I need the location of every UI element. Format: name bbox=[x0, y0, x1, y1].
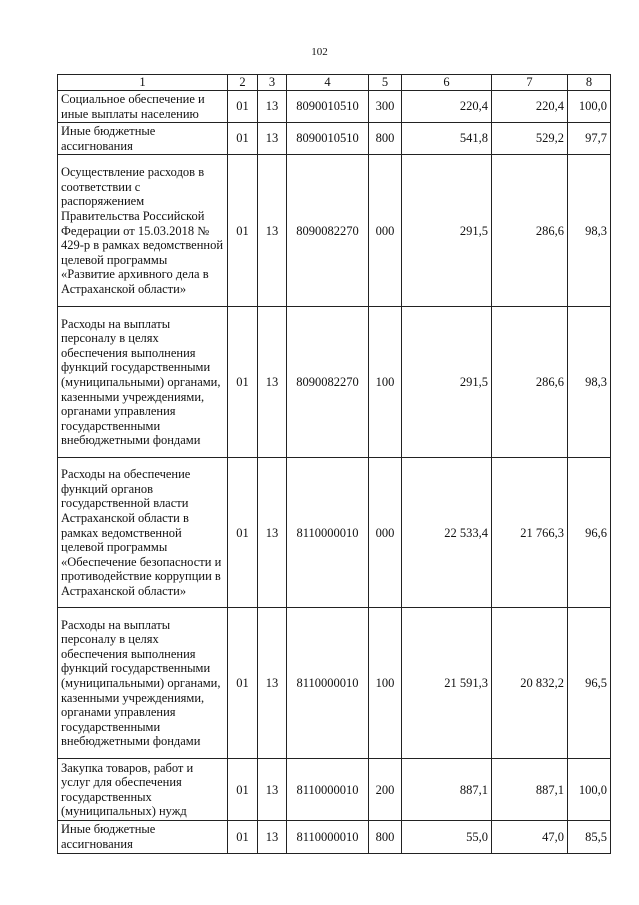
cell-subsection: 13 bbox=[258, 759, 287, 821]
cell-value-6: 21 591,3 bbox=[402, 608, 492, 759]
cell-expense-type: 000 bbox=[369, 155, 402, 307]
cell-target-article: 8110000010 bbox=[287, 608, 369, 759]
cell-expense-type: 300 bbox=[369, 91, 402, 123]
cell-value-6: 291,5 bbox=[402, 307, 492, 458]
cell-value-6: 291,5 bbox=[402, 155, 492, 307]
cell-subsection: 13 bbox=[258, 608, 287, 759]
cell-section: 01 bbox=[228, 91, 258, 123]
cell-section: 01 bbox=[228, 458, 258, 608]
cell-expense-type: 800 bbox=[369, 821, 402, 853]
cell-expense-type: 800 bbox=[369, 123, 402, 155]
cell-expense-type: 200 bbox=[369, 759, 402, 821]
cell-value-8: 100,0 bbox=[568, 759, 611, 821]
cell-value-7: 286,6 bbox=[492, 307, 568, 458]
table-row bbox=[58, 608, 611, 759]
page-number: 102 bbox=[311, 46, 328, 58]
cell-target-article: 8110000010 bbox=[287, 759, 369, 821]
cell-expense-type: 100 bbox=[369, 307, 402, 458]
cell-value-8: 98,3 bbox=[568, 307, 611, 458]
cell-value-6: 541,8 bbox=[402, 123, 492, 155]
row-name: Закупка товаров, работ и услуг для обеспечения государственных (муниципальных) нужд bbox=[58, 759, 228, 821]
cell-target-article: 8090010510 bbox=[287, 91, 369, 123]
column-header: 8 bbox=[568, 75, 611, 91]
cell-value-8: 98,3 bbox=[568, 155, 611, 307]
cell-section: 01 bbox=[228, 608, 258, 759]
cell-value-6: 22 533,4 bbox=[402, 458, 492, 608]
cell-value-8: 97,7 bbox=[568, 123, 611, 155]
cell-target-article: 8110000010 bbox=[287, 458, 369, 608]
cell-target-article: 8090082270 bbox=[287, 155, 369, 307]
cell-value-8: 85,5 bbox=[568, 821, 611, 853]
table-row bbox=[58, 155, 611, 307]
table-row bbox=[58, 458, 611, 608]
column-header: 6 bbox=[402, 75, 492, 91]
cell-subsection: 13 bbox=[258, 307, 287, 458]
table-row bbox=[58, 91, 611, 123]
budget-table bbox=[57, 74, 611, 854]
cell-value-7: 529,2 bbox=[492, 123, 568, 155]
row-name: Расходы на выплаты персоналу в целях обеспечения выполнения функций государственными (муниципальными) органами, казенными учреждениями, органами управления государственными внебюджетными фондами bbox=[58, 307, 228, 458]
cell-target-article: 8090010510 bbox=[287, 123, 369, 155]
table-row bbox=[58, 123, 611, 155]
cell-target-article: 8090082270 bbox=[287, 307, 369, 458]
cell-value-6: 887,1 bbox=[402, 759, 492, 821]
cell-value-7: 887,1 bbox=[492, 759, 568, 821]
table-row bbox=[58, 821, 611, 853]
cell-value-7: 21 766,3 bbox=[492, 458, 568, 608]
column-header: 3 bbox=[258, 75, 287, 91]
cell-value-8: 100,0 bbox=[568, 91, 611, 123]
cell-value-7: 220,4 bbox=[492, 91, 568, 123]
table-row bbox=[58, 307, 611, 458]
cell-value-7: 20 832,2 bbox=[492, 608, 568, 759]
row-name: Иные бюджетные ассигнования bbox=[58, 123, 228, 155]
cell-value-8: 96,6 bbox=[568, 458, 611, 608]
column-header: 7 bbox=[492, 75, 568, 91]
column-header: 1 bbox=[58, 75, 228, 91]
cell-section: 01 bbox=[228, 307, 258, 458]
cell-section: 01 bbox=[228, 821, 258, 853]
cell-section: 01 bbox=[228, 123, 258, 155]
cell-subsection: 13 bbox=[258, 123, 287, 155]
cell-subsection: 13 bbox=[258, 458, 287, 608]
column-header: 4 bbox=[287, 75, 369, 91]
row-name: Расходы на обеспечение функций органов государственной власти Астраханской области в рамках ведомственной целевой программы «Обеспечение безопасности и противодействие коррупции в Астраханской области» bbox=[58, 458, 228, 608]
row-name: Осуществление расходов в соответствии с распоряжением Правительства Российской Федерации от 15.03.2018 № 429-р в рамках ведомственной целевой программы «Развитие архивного дела в Астраханской области» bbox=[58, 155, 228, 307]
cell-value-6: 55,0 bbox=[402, 821, 492, 853]
cell-value-8: 96,5 bbox=[568, 608, 611, 759]
column-header: 2 bbox=[228, 75, 258, 91]
table-row bbox=[58, 759, 611, 821]
cell-subsection: 13 bbox=[258, 155, 287, 307]
row-name: Расходы на выплаты персоналу в целях обеспечения выполнения функций государственными (муниципальными) органами, казенными учреждениями, органами управления государственными внебюджетными фондами bbox=[58, 608, 228, 759]
cell-subsection: 13 bbox=[258, 821, 287, 853]
table-header-row bbox=[58, 75, 611, 91]
cell-section: 01 bbox=[228, 759, 258, 821]
cell-expense-type: 000 bbox=[369, 458, 402, 608]
cell-value-6: 220,4 bbox=[402, 91, 492, 123]
row-name: Социальное обеспечение и иные выплаты населению bbox=[58, 91, 228, 123]
row-name: Иные бюджетные ассигнования bbox=[58, 821, 228, 853]
cell-section: 01 bbox=[228, 155, 258, 307]
cell-value-7: 47,0 bbox=[492, 821, 568, 853]
cell-value-7: 286,6 bbox=[492, 155, 568, 307]
column-header: 5 bbox=[369, 75, 402, 91]
cell-target-article: 8110000010 bbox=[287, 821, 369, 853]
cell-expense-type: 100 bbox=[369, 608, 402, 759]
cell-subsection: 13 bbox=[258, 91, 287, 123]
